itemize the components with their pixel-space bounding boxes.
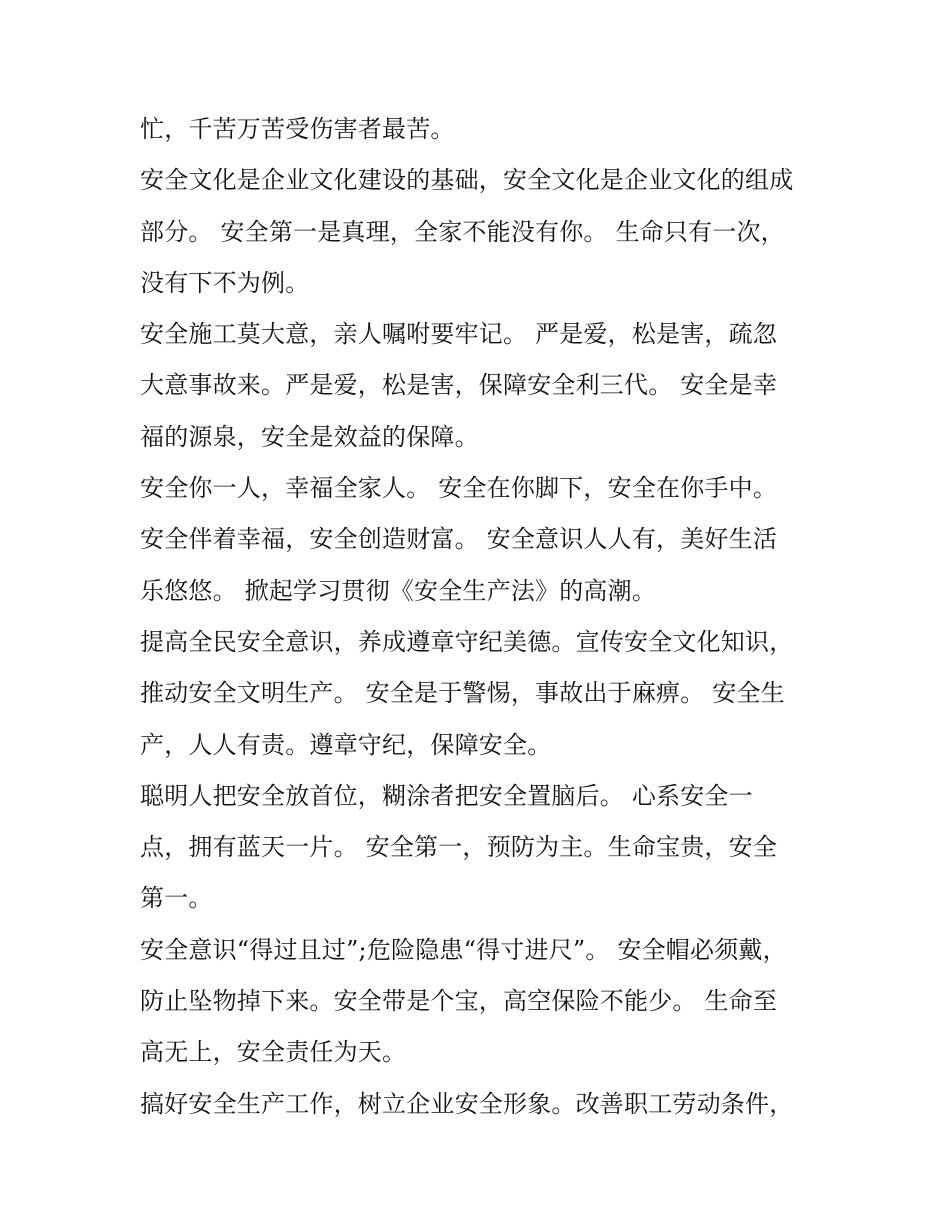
text-line: 安全你一人，幸福全家人。 安全在你脚下，安全在你手中。 — [140, 474, 778, 503]
text-line: 点，拥有蓝天一片。 安全第一，预防为主。生命宝贵，安全 — [140, 833, 778, 862]
text-line: 产，人人有责。遵章守纪，保障安全。 — [140, 730, 552, 759]
text-line: 聪明人把安全放首位，糊涂者把安全置脑后。 心系安全一 — [140, 781, 753, 810]
text-line: 提高全民安全意识，养成遵章守纪美德。宣传安全文化知识， — [140, 627, 794, 656]
text-line: 安全文化是企业文化建设的基础，安全文化是企业文化的组成 — [140, 166, 794, 195]
text-line: 大意事故来。严是爱，松是害，保障安全利三代。 安全是幸 — [140, 371, 778, 400]
text-line: 安全意识“得过且过”;危险隐患“得寸进尺”。 安全帽必须戴， — [140, 935, 787, 964]
text-line: 搞好安全生产工作，树立企业安全形象。改善职工劳动条件， — [140, 1089, 794, 1118]
text-line: 忙，千苦万苦受伤害者最苦。 — [140, 115, 455, 143]
text-line: 没有下不为例。 — [140, 268, 310, 297]
text-line: 安全施工莫大意，亲人嘱咐要牢记。 严是爱，松是害，疏忽 — [140, 320, 778, 349]
text-line: 乐悠悠。 掀起学习贯彻《安全生产法》的高潮。 — [140, 576, 657, 605]
text-line: 第一。 — [140, 884, 213, 913]
text-line: 部分。 安全第一是真理，全家不能没有你。 生命只有一次， — [140, 217, 785, 246]
document-body — [140, 104, 830, 1130]
text-line: 推动安全文明生产。 安全是于警惕，事故出于麻痹。 安全生 — [140, 679, 785, 708]
text-line: 安全伴着幸福，安全创造财富。 安全意识人人有，美好生活 — [140, 525, 778, 554]
text-line: 防止坠物掉下来。安全带是个宝，高空保险不能少。 生命至 — [140, 987, 778, 1016]
text-line: 高无上，安全责任为天。 — [140, 1038, 407, 1067]
text-line: 福的源泉，安全是效益的保障。 — [140, 422, 479, 451]
